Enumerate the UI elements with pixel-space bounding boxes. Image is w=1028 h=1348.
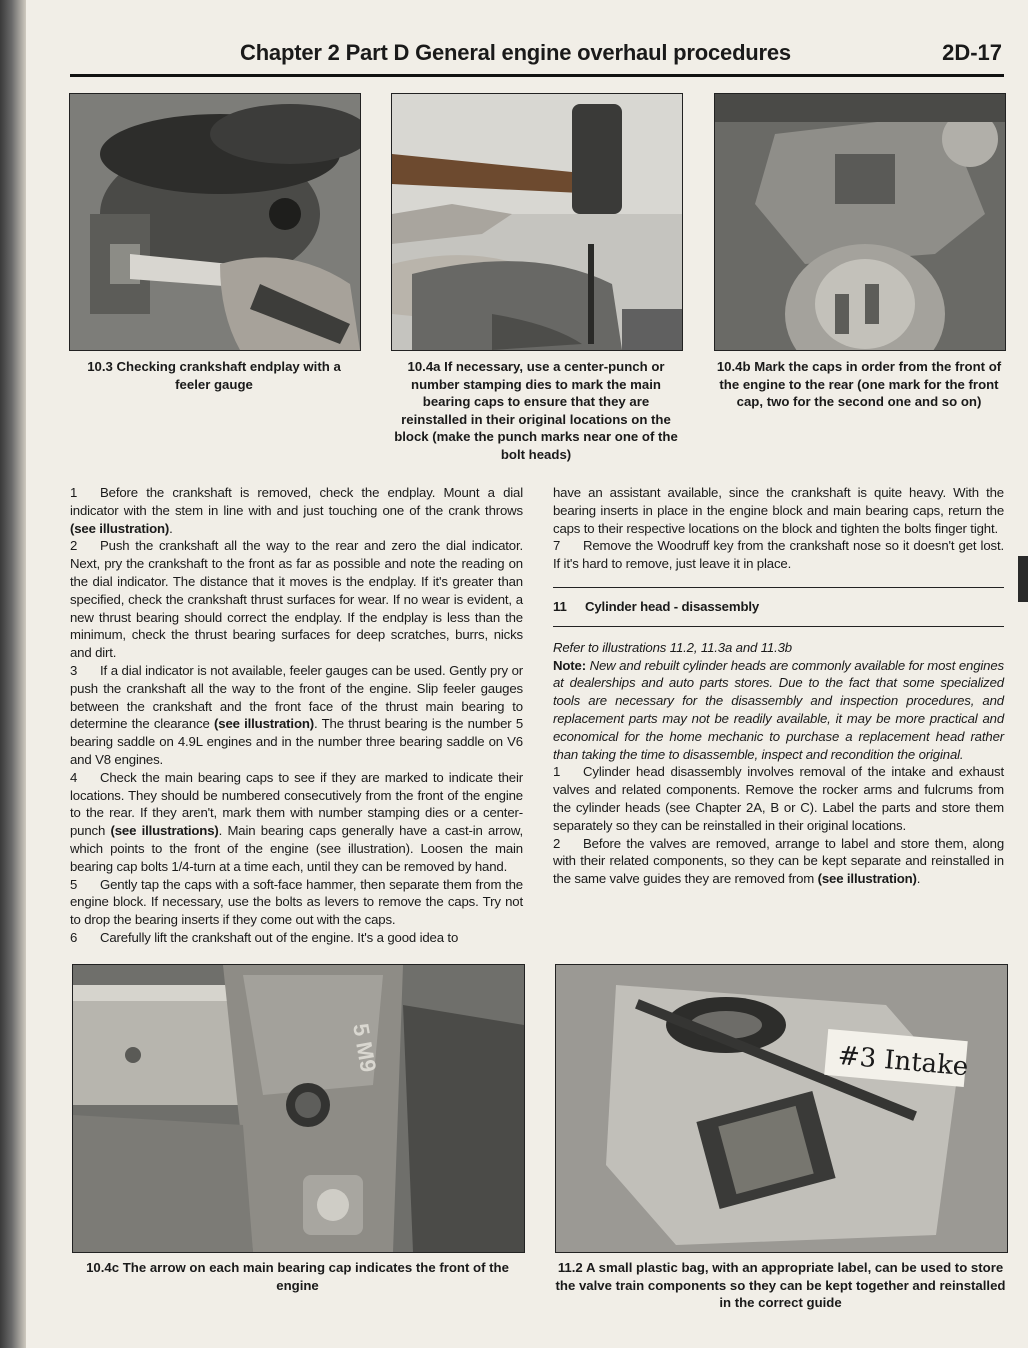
right-column-text (553, 484, 1004, 888)
paragraph: 6 Carefully lift the crankshaft out of the engine. It's a good idea to (70, 929, 459, 945)
caption-10-4b: 10.4b Mark the caps in order from the front of the engine to the rear (one mark for the front cap, two for the second one and so on) (716, 359, 1002, 409)
paragraph: 1 Before the crankshaft is removed, check the endplay. Mount a dial indicator with the stem in line with and just touching one of the crank throws (see illustration). (70, 485, 523, 536)
page-header (70, 38, 1004, 77)
photo-center-punch-hammer (391, 93, 683, 351)
page-number: 2D-17 (942, 40, 1002, 65)
paragraph: 2 Push the crankshaft all the way to the rear and zero the dial indicator. Next, pry the crankshaft to the front as far as possible and note the reading on the dial indicator. The distance that it moves is the endplay. If it's greater than specified, check the crankshaft thrust surfaces for wear. If no wear is evident, a new thrust bearing should correct the endplay. If the endplay is less than the minimum, check the thrust bearing surfaces for deep scratches, burrs, nicks and dirt. (70, 538, 523, 661)
paragraph: have an assistant available, since the crankshaft is quite heavy. With the bearing inserts in place in the engine block and main bearing caps, return the caps to their respective locations on the block and tighten the bolts finger tight. (553, 485, 1004, 536)
left-column-text (70, 484, 523, 947)
photo-crankshaft-feeler-gauge (69, 93, 361, 351)
chapter-edge-tab (1018, 556, 1028, 602)
photo-valve-parts-bag (555, 964, 1008, 1253)
chapter-title: Chapter 2 Part D General engine overhaul procedures (240, 40, 791, 65)
paragraph: 7 Remove the Woodruff key from the crankshaft nose so it doesn't get lost. If it's hard to remove, just leave it in place. (553, 538, 1004, 572)
caption-10-4a: 10.4a If necessary, use a center-punch or number stamping dies to mark the main bearing caps to ensure that they are reinstalled in their original locations on the block (make the punch marks near one of the bolt heads) (394, 359, 678, 462)
caption-11-2: 11.2 A small plastic bag, with an appropriate label, can be used to store the valve train components so they can be kept together and reinstalled in the correct guide (555, 1260, 1006, 1310)
paragraph: 3 If a dial indicator is not available, feeler gauges can be used. Gently pry or push the crankshaft all the way to the front of the engine. Slip feeler gauges between the crankshaft and the front face of the thrust main bearing to determine the clearance (see illustration). The thrust bearing is the number 5 bearing saddle on 4.9L engines and in the number three bearing saddle on V6 and V8 engines. (70, 662, 524, 767)
paragraph: 5 Gently tap the caps with a soft-face hammer, then separate them from the engine block. If necessary, use the bolts as levers to remove the caps. Try not to drop the bearing inserts if they come out with the caps. (70, 876, 523, 928)
illustration-reference: Refer to illustrations 11.2, 11.3a and 11.3b (553, 639, 792, 655)
bag-label-text: #3 Intake (836, 1040, 970, 1083)
paragraph: 2 Before the valves are removed, arrange to label and store them, along with their related components, so they can be kept separate and reinstalled in the same valve guides they are removed from (see illustration). (553, 835, 1004, 887)
paragraph: 1 Cylinder head disassembly involves removal of the intake and exhaust valves and related components. Remove the rocker arms and fulcrums from the cylinder heads (see Chapter 2A, B or C). Label the parts and store them separately so they can be reinstalled in their original locations. (553, 764, 1004, 833)
note: Note: New and rebuilt cylinder heads are commonly available for most engines at dealerships and auto parts stores. Due to the fact that some specialized tools are necessary for the disassembly and inspection procedures, and replacement parts may not be readily available, it may be more practical and economical for the home mechanic to purchase a replacement head rather than taking the time to disassemble, inspect and recondition the original. (553, 657, 1004, 762)
photo-bearing-cap-arrow (72, 964, 525, 1253)
section-rule-bottom (553, 626, 1004, 627)
photo-main-bearing-caps-marked (714, 93, 1006, 351)
cast-stamp-text: 5 M9 (348, 1021, 382, 1075)
caption-10-4c: 10.4c The arrow on each main bearing cap indicates the front of the engine (86, 1260, 509, 1293)
page-binding-shadow (0, 0, 26, 1348)
section-heading: 11 Cylinder head - disassembly (553, 598, 760, 614)
paragraph: 4 Check the main bearing caps to see if they are marked to indicate their locations. They should be numbered consecutively from the front of the engine to the rear. If they aren't, mark them with number stamping dies or a center-punch (see illustrations). Main bearing caps generally have a cast-in arrow, which points to the front of the engine (see illustration). Loosen the main bearing cap bolts 1/4-turn at a time each, until they can be removed by hand. (70, 769, 523, 874)
caption-10-3: 10.3 Checking crankshaft endplay with a feeler gauge (87, 359, 341, 392)
